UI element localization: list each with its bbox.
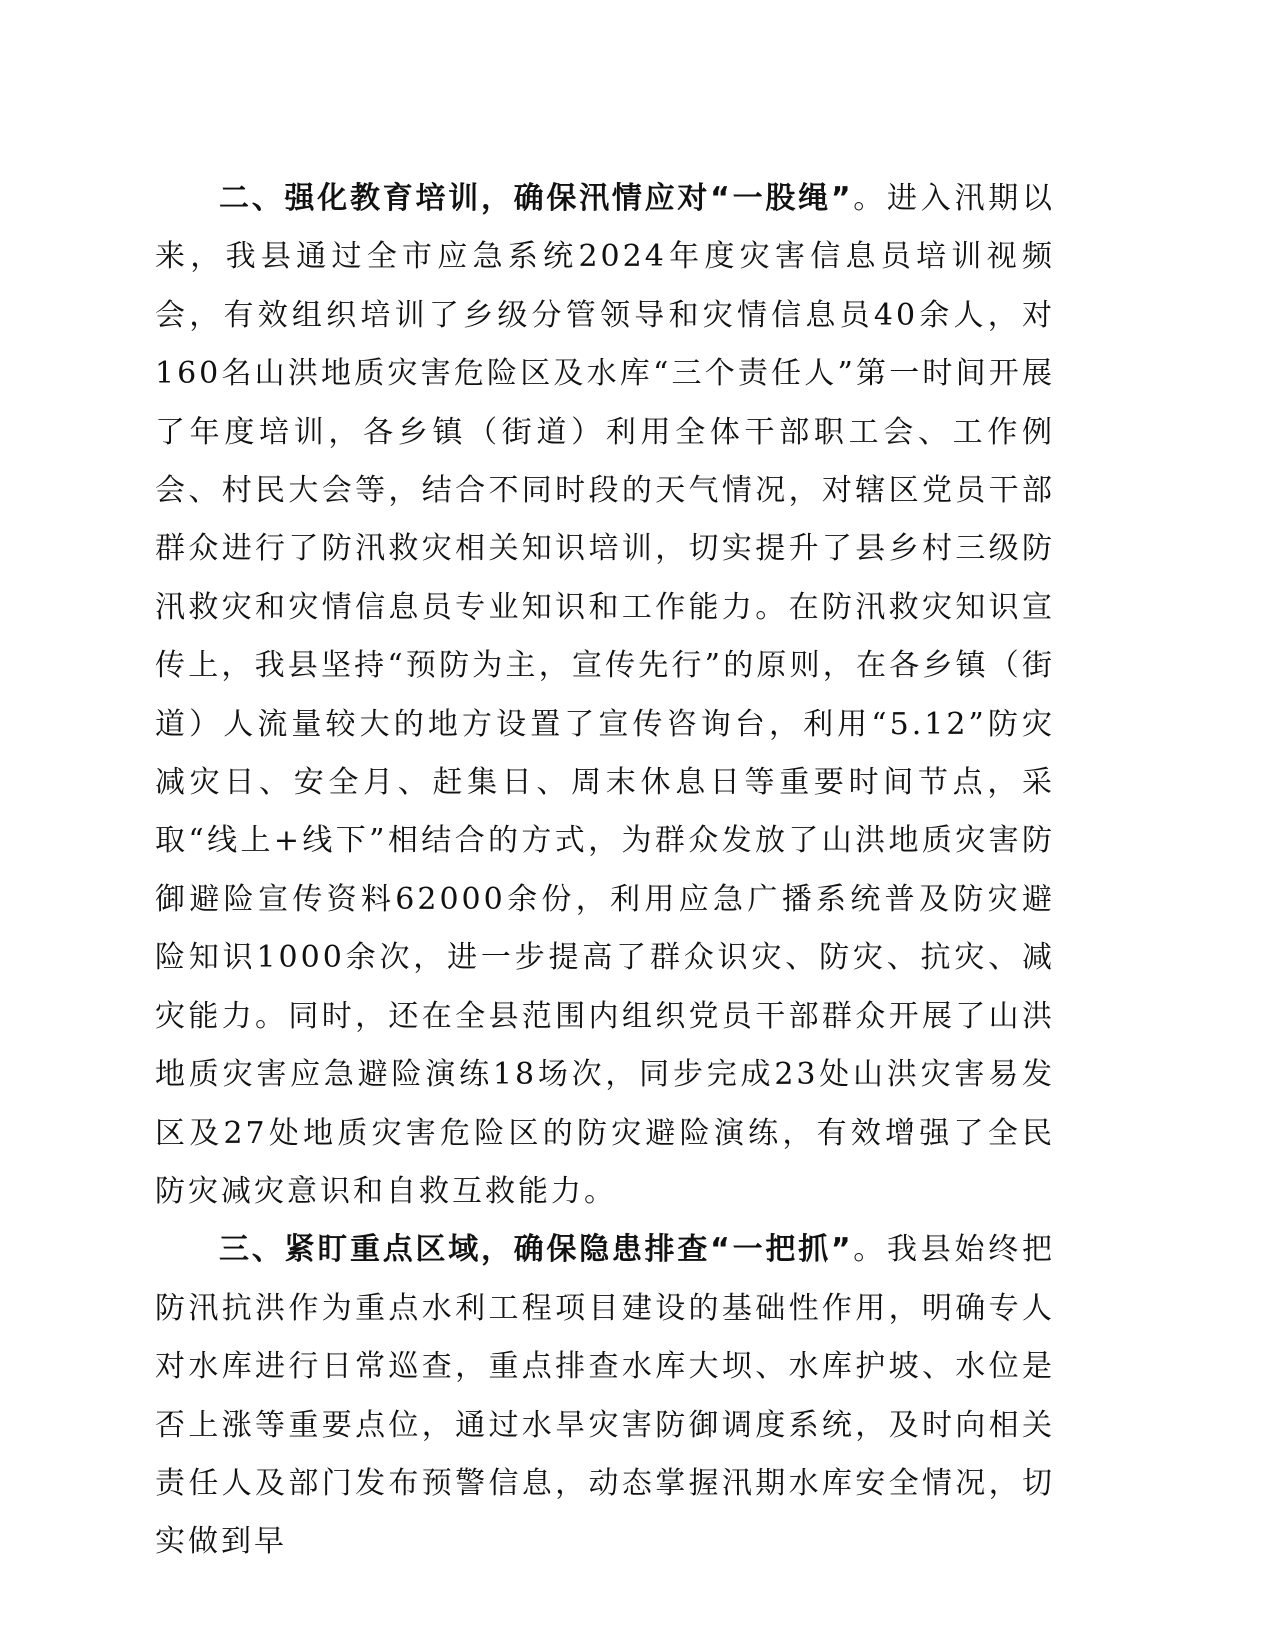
- paragraph-text: 。我县始终把防汛抗洪作为重点水利工程项目建设的基础性作用，明确专人对水库进行日常巡查，重点排查水库大坝、水库护坡、水位是否上涨等重要点位，通过水旱灾害防御调度系统，及时向相关责任人及部门发布预警信息，动态掌握汛期水库安全情况，切实做到早: [155, 1232, 1056, 1560]
- paragraph-heading: 二、强化教育培训，确保汛情应对“一股绳”: [219, 181, 853, 216]
- paragraph-heading: 三、紧盯重点区域，确保隐患排查“一把抓”: [219, 1232, 853, 1268]
- paragraph-text: 。进入汛期以来，我县通过全市应急系统2024年度灾害信息员培训视频会，有效组织培训了乡级分管领导和灾情信息员40余人，对160名山洪地质灾害危险区及水库“三个责任人”第一时间开展了年度培训，各乡镇（街道）利用全体干部职工会、工作例会、村民大会等，结合不同时段的天气情况，对辖区党员干部群众进行了防汛救灾相关知识培训，切实提升了县乡村三级防汛救灾和灾情信息员专业知识和工作能力。在防汛救灾知识宣传上，我县坚持“预防为主，宣传先行”的原则，在各乡镇（街道）人流量较大的地方设置了宣传咨询台，利用“5.12”防灾减灾日、安全月、赶集日、周末休息日等重要时间节点，采取“线上+线下”相结合的方式，为群众发放了山洪地质灾害防御避险宣传资料62000余份，利用应急广播系统普及防灾避险知识1000余次，进一步提高了群众识灾、防灾、抗灾、减灾能力。同时，还在全县范围内组织党员干部群众开展了山洪地质灾害应急避险演练18场次，同步完成23处山洪灾害易发区及27处地质灾害危险区的防灾避险演练，有效增强了全民防灾减灾意识和自救互救能力。: [155, 181, 1056, 1209]
- paragraph-key-areas: [155, 1221, 1055, 1571]
- document-body: [155, 170, 1055, 1572]
- paragraph-education-training: [155, 170, 1055, 1221]
